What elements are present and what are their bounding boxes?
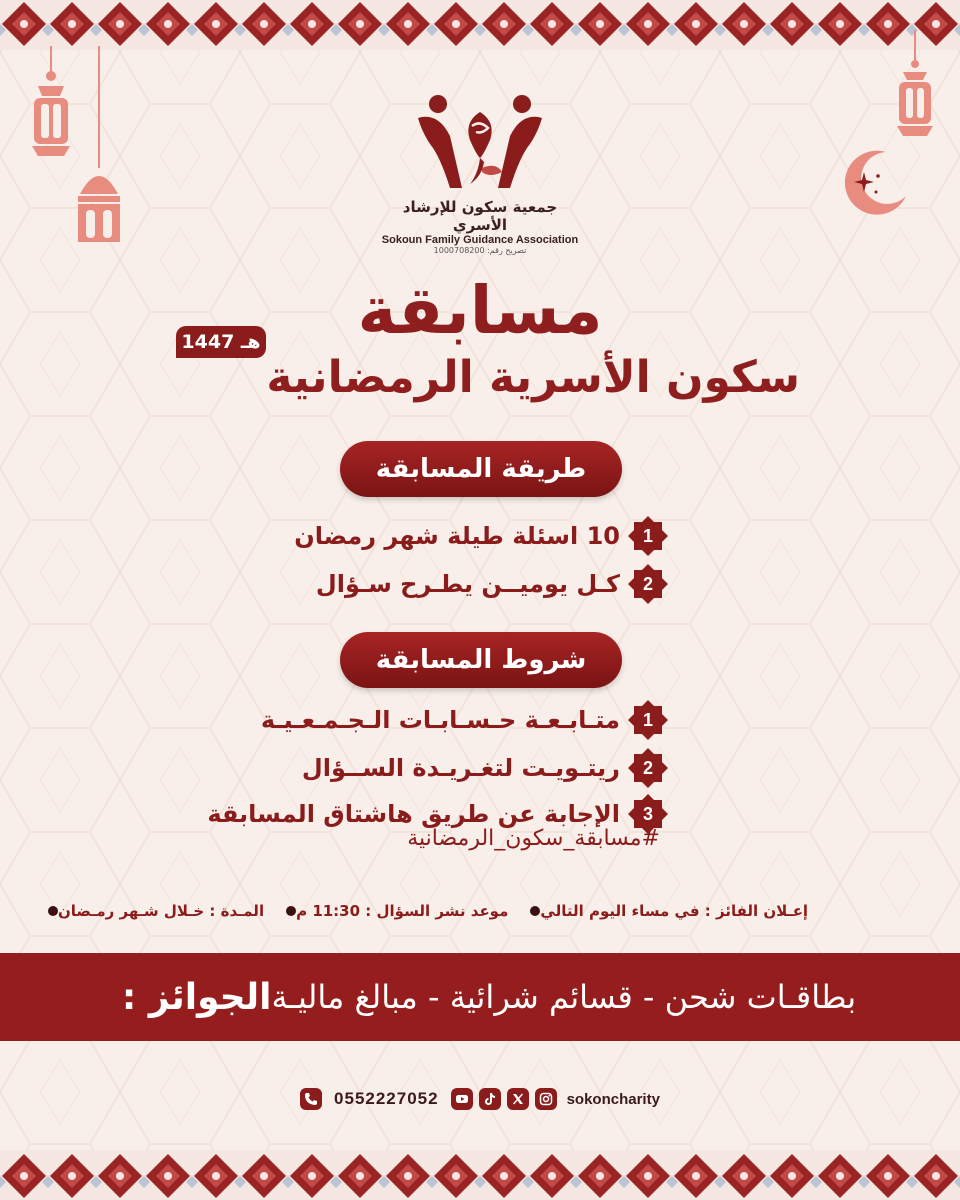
phone-number[interactable]: 0552227052	[334, 1089, 439, 1108]
phone-icon[interactable]	[300, 1088, 322, 1110]
lantern-icon	[26, 46, 76, 162]
details-row	[40, 898, 920, 924]
prizes-text: بطاقـات شحن - قسائم شرائية - مبالغ ماليـة	[271, 978, 857, 1016]
winner-announcement-info: إعـلان الفائز : في مساء اليوم التالي	[522, 902, 808, 920]
association-logo	[380, 92, 580, 262]
tiktok-icon[interactable]	[479, 1088, 501, 1110]
terms-item-text: متـابـعـة حـسـابـات الـجـمـعـيـة	[260, 706, 620, 734]
number-badge: 2	[628, 748, 668, 788]
bullet-icon	[48, 906, 58, 916]
page-subtitle: سكون الأسرية الرمضانية	[266, 352, 800, 403]
lantern-icon	[890, 30, 940, 142]
instagram-icon[interactable]	[535, 1088, 557, 1110]
number-badge: 2	[628, 564, 668, 604]
prizes-label: الجوائز :	[121, 976, 272, 1018]
license-number: تصريح رقم: 1000708200	[433, 246, 527, 255]
lantern-icon	[72, 46, 126, 244]
youtube-icon[interactable]	[451, 1088, 473, 1110]
x-icon[interactable]	[507, 1088, 529, 1110]
contact-footer	[0, 1084, 960, 1114]
method-item	[294, 516, 668, 556]
number-badge: 1	[628, 700, 668, 740]
bullet-icon	[530, 906, 540, 916]
terms-item	[302, 748, 668, 788]
logo-name-english: Sokoun Family Guidance Association	[381, 234, 579, 246]
bullet-icon	[286, 906, 296, 916]
bottom-border-ornament	[0, 1150, 960, 1200]
question-time-info: موعد نشر السؤال : 11:30 م	[278, 902, 508, 920]
method-item-text: كـل يوميــن يطـرح سـؤال	[315, 570, 620, 598]
competition-hashtag: #مسابقة_سكون_الرمضانية	[407, 826, 660, 851]
logo-name-arabic: جمعية سكون للإرشاد الأسري	[402, 198, 558, 234]
social-handle[interactable]: sokoncharity	[566, 1090, 660, 1108]
crescent-moon-icon	[838, 148, 910, 220]
number-badge: 1	[628, 516, 668, 556]
terms-heading: شروط المسابقة	[340, 632, 622, 688]
sokoun-family-figures-logo	[410, 92, 550, 196]
prizes-banner	[0, 953, 960, 1041]
page-title: مسابقة	[357, 272, 603, 349]
top-border-ornament	[0, 0, 960, 50]
method-item-text: 10 اسئلة طيلة شهر رمضان	[294, 522, 620, 550]
terms-item-text: ريتـويـت لتغـريـدة الســؤال	[301, 754, 620, 782]
terms-item	[261, 700, 668, 740]
terms-item-text: الإجابة عن طريق هاشتاق المسابقة	[207, 800, 620, 828]
duration-info: المـدة : خـلال شـهر رمـضان	[40, 902, 264, 920]
method-heading: طريقة المسابقة	[340, 441, 622, 497]
method-item	[316, 564, 668, 604]
year-badge: 1447 هـ	[176, 326, 266, 358]
number-badge: 3	[628, 794, 668, 834]
